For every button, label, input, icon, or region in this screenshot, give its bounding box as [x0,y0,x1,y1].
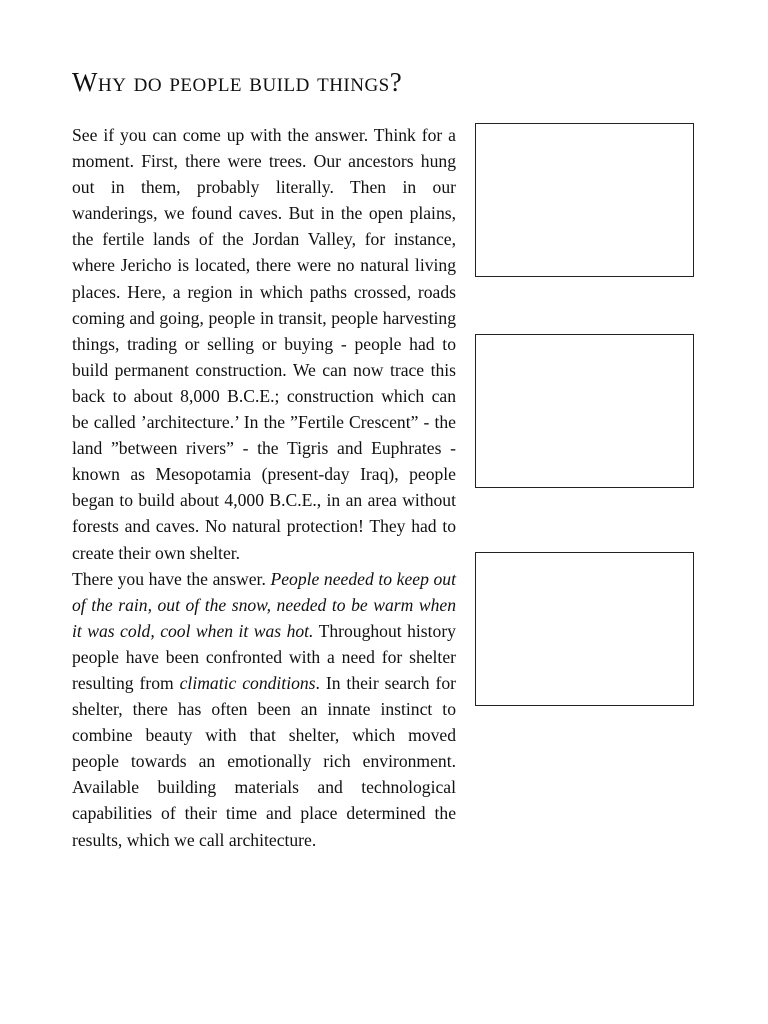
image-placeholder-3 [475,552,694,706]
image-placeholder-1 [475,123,694,277]
body-text [72,122,456,853]
paragraph-2-emphasis: People needed to keep out of the rain, out of the snow, needed to be warm when it was cold, cool when it was hot. [72,568,456,641]
image-placeholder-2 [475,334,694,488]
paragraph-2-emphasis-2: climatic conditions [179,672,316,693]
paragraph-2 [72,566,456,853]
paragraph-2-tail: . In their search for shelter, there has often been an innate instinct to combine beauty with that shelter, which moved people towards an emotionally rich environment. Available building materials and technological capabilities of their time and place determined the results, which we call architecture. [72,672,456,850]
paragraph-2-lead: There you have the answer. [72,568,271,589]
page-title: Why do people build things? [72,67,403,97]
paragraph-2-middle: Throughout history people have been confronted with a need for shelter resulting from [72,620,456,693]
paragraph-1: See if you can come up with the answer. Think for a moment. First, there were trees. Our ancestors hung out in them, probably literally. Then in our wanderings, we found caves. But in the open plains, the fertile lands of the Jordan Valley, for instance, where Jericho is located, there were no natural living places. Here, a region in which paths crossed, roads coming and going, people in transit, people harvesting things, trading or selling or buying - people had to build permanent construction. We can now trace this back to about 8,000 B.C.E.; construction which can be called ’architecture.’ In the ”Fertile Crescent” - the land ”between rivers” - the Tigris and Euphrates - known as Mesopotamia (present-day Iraq), people began to build about 4,000 B.C.E., in an area without forests and caves. No natural protection! They had to create their own shelter. [72,125,456,563]
